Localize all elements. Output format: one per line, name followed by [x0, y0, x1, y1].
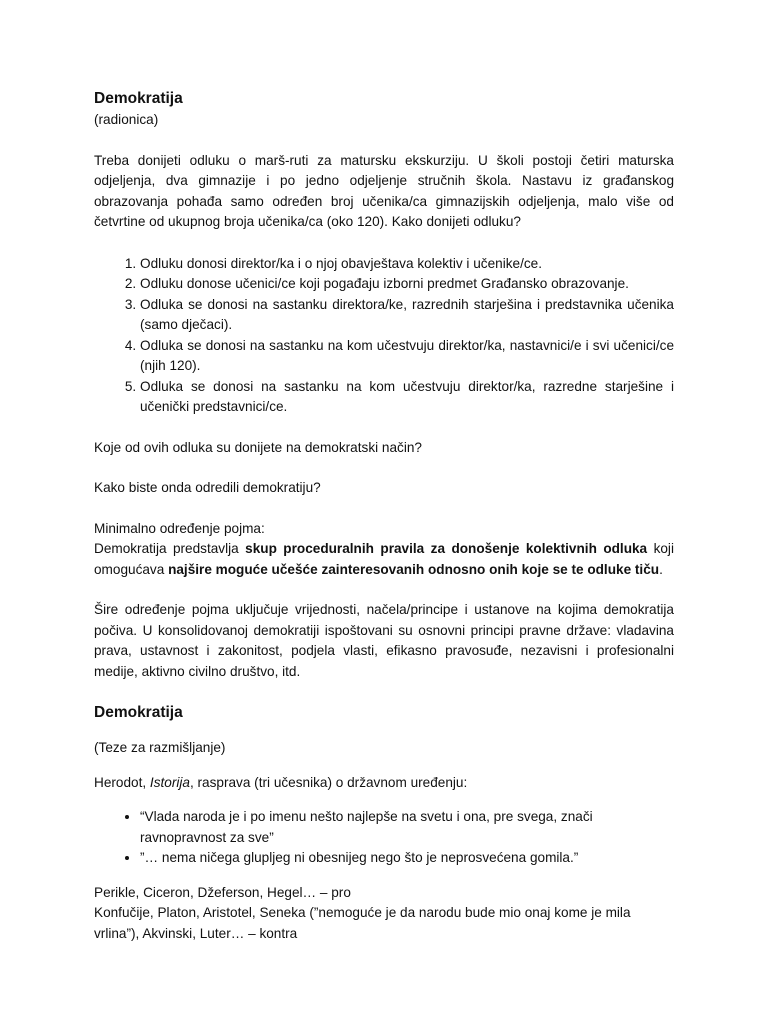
list-item: 2. Odluku donose učenici/ce koji pogađaju izborni predmet Građansko obrazovanje.: [140, 274, 674, 295]
section-subtitle: (Teze za razmišljanje): [94, 740, 226, 755]
section-title: Demokratija: [94, 90, 183, 107]
question-define: Kako biste onda odredili demokratiju?: [94, 480, 321, 495]
herodot-description: , rasprava (tri učesnika) o državnom uređenju:: [189, 774, 468, 790]
contra-line: Konfučije, Platon, Aristotel, Seneka (”nemoguće je da narodu bude mio onaj kome je mila vrlina”), Akvinski, Luter… – kontra: [94, 905, 631, 941]
herodot-work-title: Istorija: [149, 774, 190, 790]
list-item: 4. Odluka se donosi na sastanku na kom učestvuju direktor/ka, nastavnici/e i svi učenici/ce (njih 120).: [140, 336, 674, 377]
broader-definition-paragraph: Šire određenje pojma uključuje vrijednosti, načela/principe i ustanove na kojima demokratija počiva. U konsolidovanoj demokratiji ispoštovani su osnovni principi pravne države: vladavina prava, ustavnost i zakonitost, podjela vlasti, efikasno pravosuđe, nezavisni i profesionalni medije, aktivno civilno društvo, itd.: [94, 602, 674, 679]
section-subtitle: (radionica): [94, 112, 159, 127]
quote-item: • “Vlada naroda je i po imenu nešto najlepše na svetu i ona, pre svega, znači ravnopravnost za sve”: [140, 807, 674, 848]
herodot-name: Herodot,: [94, 774, 150, 790]
definition-bold-text: najšire moguće učešće zainteresovanih odnosno onih koje se te odluke tiču: [168, 561, 660, 577]
definition-text: .: [659, 561, 663, 577]
question-democratic: Koje od ovih odluka su donijete na demokratski način?: [94, 439, 422, 455]
list-item: 3. Odluka se donosi na sastanku direktora/ke, razrednih starješina i predstavnika učenika (samo dječaci).: [140, 295, 674, 336]
pro-line: Perikle, Ciceron, Džeferson, Hegel… – pro: [94, 884, 351, 900]
minimal-definition-label: Minimalno određenje pojma:: [94, 520, 265, 536]
definition-text: koji omogućava: [94, 541, 674, 577]
document-body: [94, 88, 674, 944]
list-item: 1. Odluku donosi direktor/ka i o njoj obavještava kolektiv i učenike/ce.: [140, 254, 674, 275]
intro-paragraph: Treba donijeti odluku o marš-ruti za matursku ekskurziju. U školi postoji četiri maturska odjeljenja, dva gimnazije i po jedno odjeljenje stručnih škola. Nastavu iz građanskog obrazovanja pohađa samo određen broj učenika/ca gimnazijskih odjeljenja, malo više od četvrtine od ukupnog broja učenika/ca (oko 120). Kako donijeti odluku?: [94, 152, 674, 229]
quote-item: • ”… nema ničega glupljeg ni obesnijeg nego što je neprosvećena gomila.”: [140, 848, 674, 869]
quotes-list: [94, 807, 674, 869]
minimal-definition-text: [94, 539, 674, 580]
list-item: 5. Odluka se donosi na sastanku na kom učestvuju direktor/ka, razredne starješine i učenički predstavnici/ce.: [140, 377, 674, 418]
decision-options-list: [94, 254, 674, 418]
section-title: Demokratija: [94, 704, 183, 721]
herodot-paragraph: [94, 773, 674, 794]
definition-text: Demokratija predstavlja: [94, 541, 246, 556]
definition-bold-text: skup proceduralnih pravila za donošenje kolektivnih odluka: [245, 541, 648, 556]
